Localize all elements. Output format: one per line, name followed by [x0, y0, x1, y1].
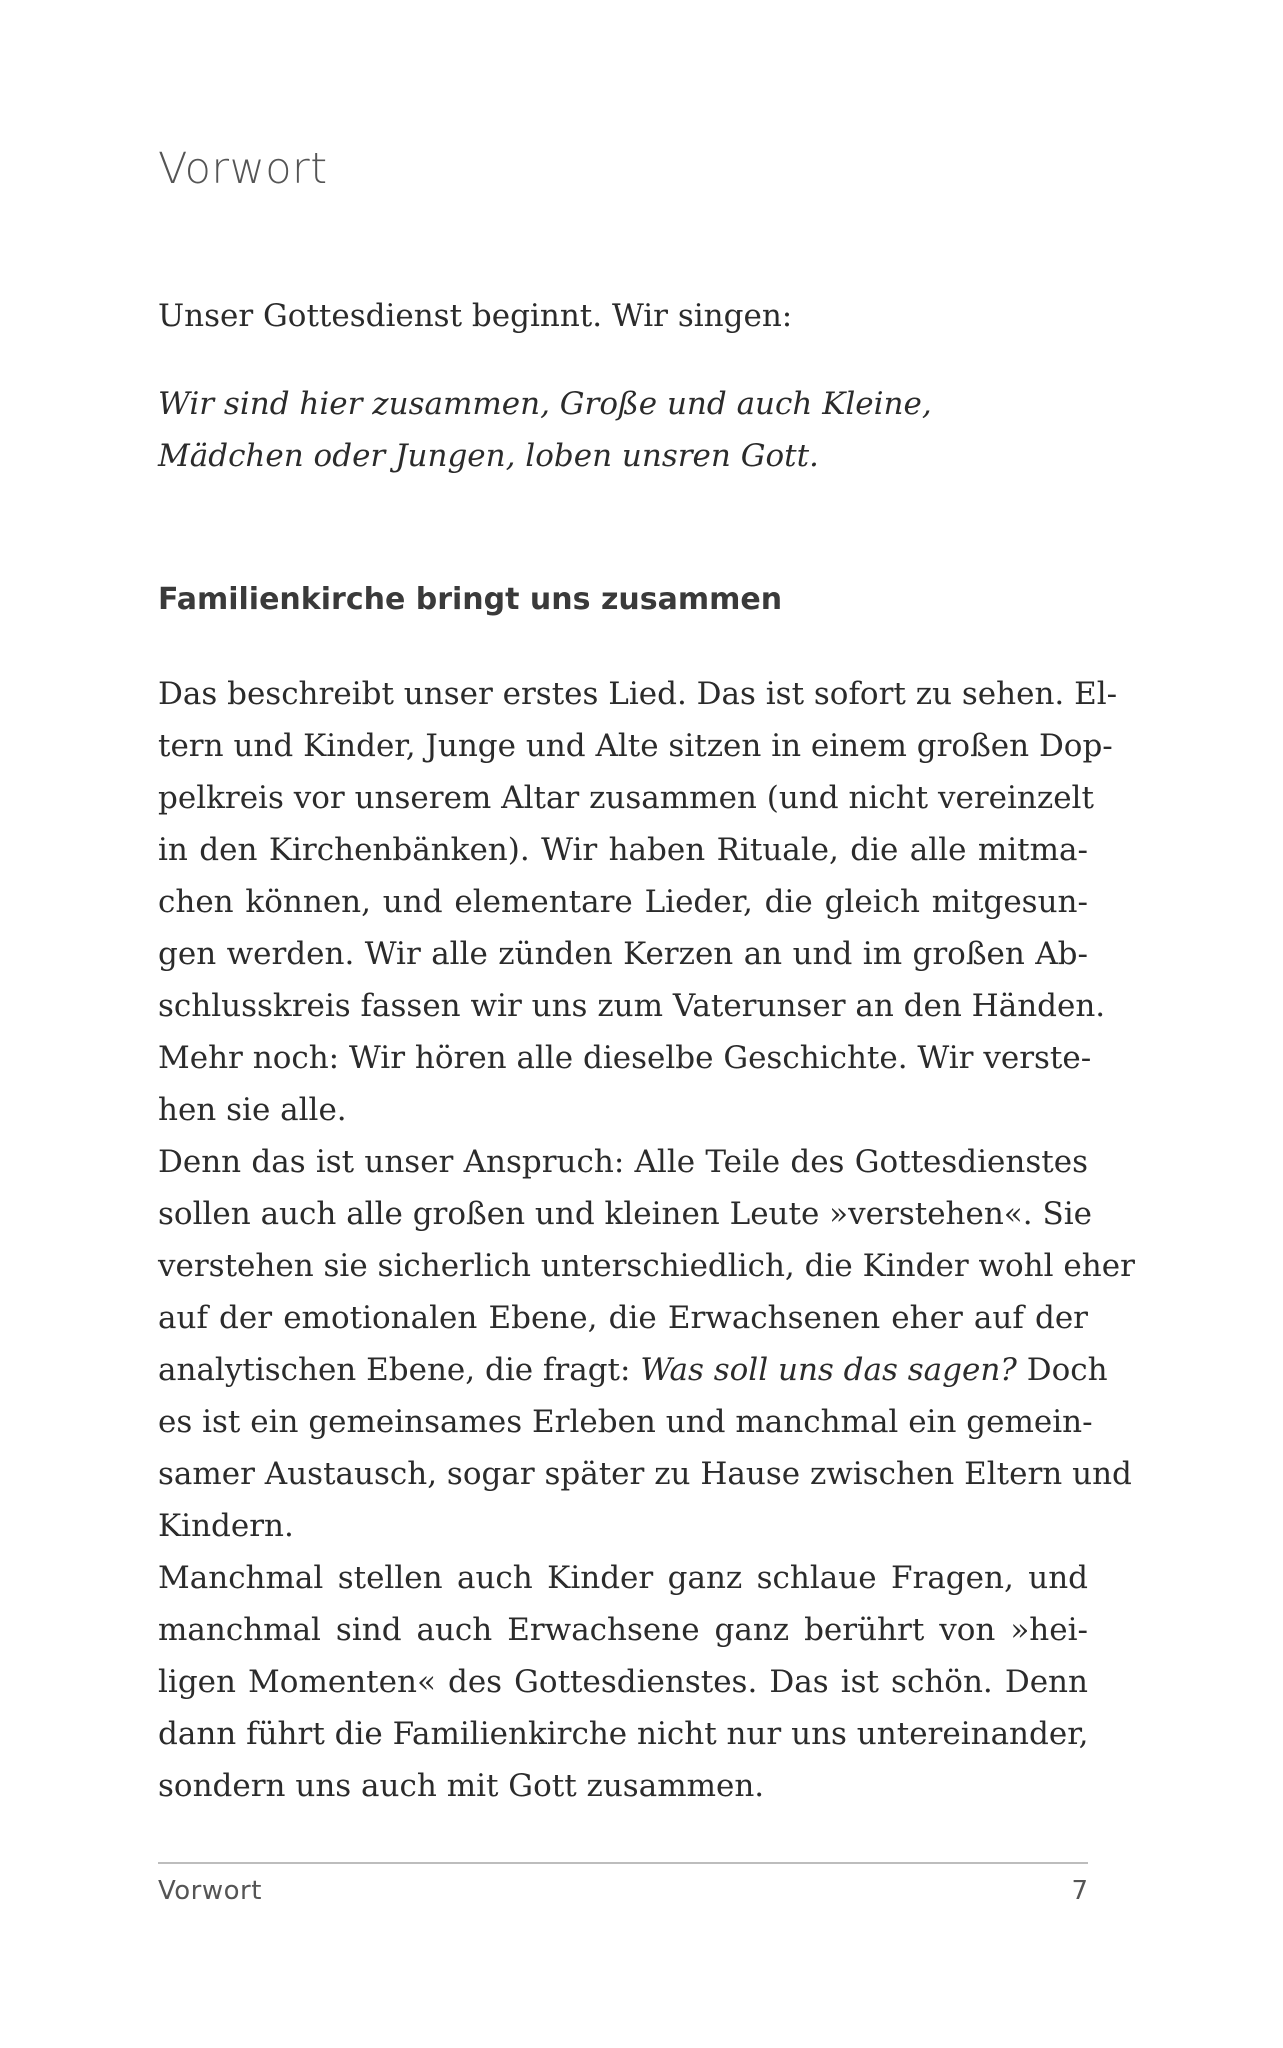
body-line: [158, 1344, 1108, 1396]
body-line: Denn das ist unser Anspruch: Alle Teile des Gottesdienstes: [158, 1144, 1088, 1180]
book-page: [158, 0, 1135, 2048]
body-line: pelkreis vor unserem Altar zusammen (und nicht vereinzelt: [158, 780, 1094, 816]
chapter-title: Vorwort: [158, 144, 328, 194]
body-line: sondern uns auch mit Gott zusammen.: [158, 1768, 765, 1804]
intro-paragraph: Unser Gottesdienst beginnt. Wir singen:: [158, 298, 793, 334]
body-line: dann führt die Familienkirche nicht nur uns untereinander,: [158, 1716, 1089, 1752]
body-line: sollen auch alle großen und kleinen Leute »verstehen«. Sie: [158, 1196, 1092, 1232]
body-line: manchmal sind auch Erwachsene ganz berührt von »hei-: [158, 1612, 1088, 1648]
body-line-segment: Doch: [1016, 1352, 1108, 1388]
body-line: Mehr noch: Wir hören alle dieselbe Geschichte. Wir verste-: [158, 1040, 1092, 1076]
body-line: verstehen sie sicherlich unterschiedlich, die Kinder wohl eher: [158, 1248, 1135, 1284]
song-line: Mädchen oder Jungen, loben unsren Gott.: [158, 438, 819, 474]
body-line: schlusskreis fassen wir uns zum Vaterunser an den Händen.: [158, 988, 1106, 1024]
body-line: ligen Momenten« des Gottesdienstes. Das ist schön. Denn: [158, 1664, 1088, 1700]
page-number: 7: [1071, 1876, 1088, 1906]
running-footer: Vorwort: [158, 1876, 262, 1906]
body-line: Das beschreibt unser erstes Lied. Das ist sofort zu sehen. El-: [158, 676, 1118, 712]
body-line: Manchmal stellen auch Kinder ganz schlaue Fragen, und: [158, 1560, 1088, 1596]
body-line: es ist ein gemeinsames Erleben und manchmal ein gemein-: [158, 1404, 1093, 1440]
emphasized-question: Was soll uns das sagen?: [640, 1352, 1017, 1388]
body-line: tern und Kinder, Junge und Alte sitzen in einem großen Dop-: [158, 728, 1113, 764]
body-line: auf der emotionalen Ebene, die Erwachsenen eher auf der: [158, 1300, 1088, 1336]
body-line-segment: analytischen Ebene, die fragt:: [158, 1352, 641, 1388]
song-line: Wir sind hier zusammen, Große und auch Kleine,: [158, 386, 932, 422]
body-line: in den Kirchenbänken). Wir haben Rituale, die alle mitma-: [158, 832, 1088, 868]
body-line: chen können, und elementare Lieder, die gleich mitgesun-: [158, 884, 1088, 920]
footer-divider: [158, 1862, 1088, 1864]
song-verse: [158, 378, 1088, 482]
body-text: [158, 668, 1135, 1812]
body-line: samer Austausch, sogar später zu Hause zwischen Eltern und: [158, 1456, 1132, 1492]
body-line: gen werden. Wir alle zünden Kerzen an und im großen Ab-: [158, 936, 1088, 972]
body-line: Kindern.: [158, 1508, 294, 1544]
section-heading: Familienkirche bringt uns zusammen: [158, 582, 783, 617]
body-line: hen sie alle.: [158, 1092, 347, 1128]
